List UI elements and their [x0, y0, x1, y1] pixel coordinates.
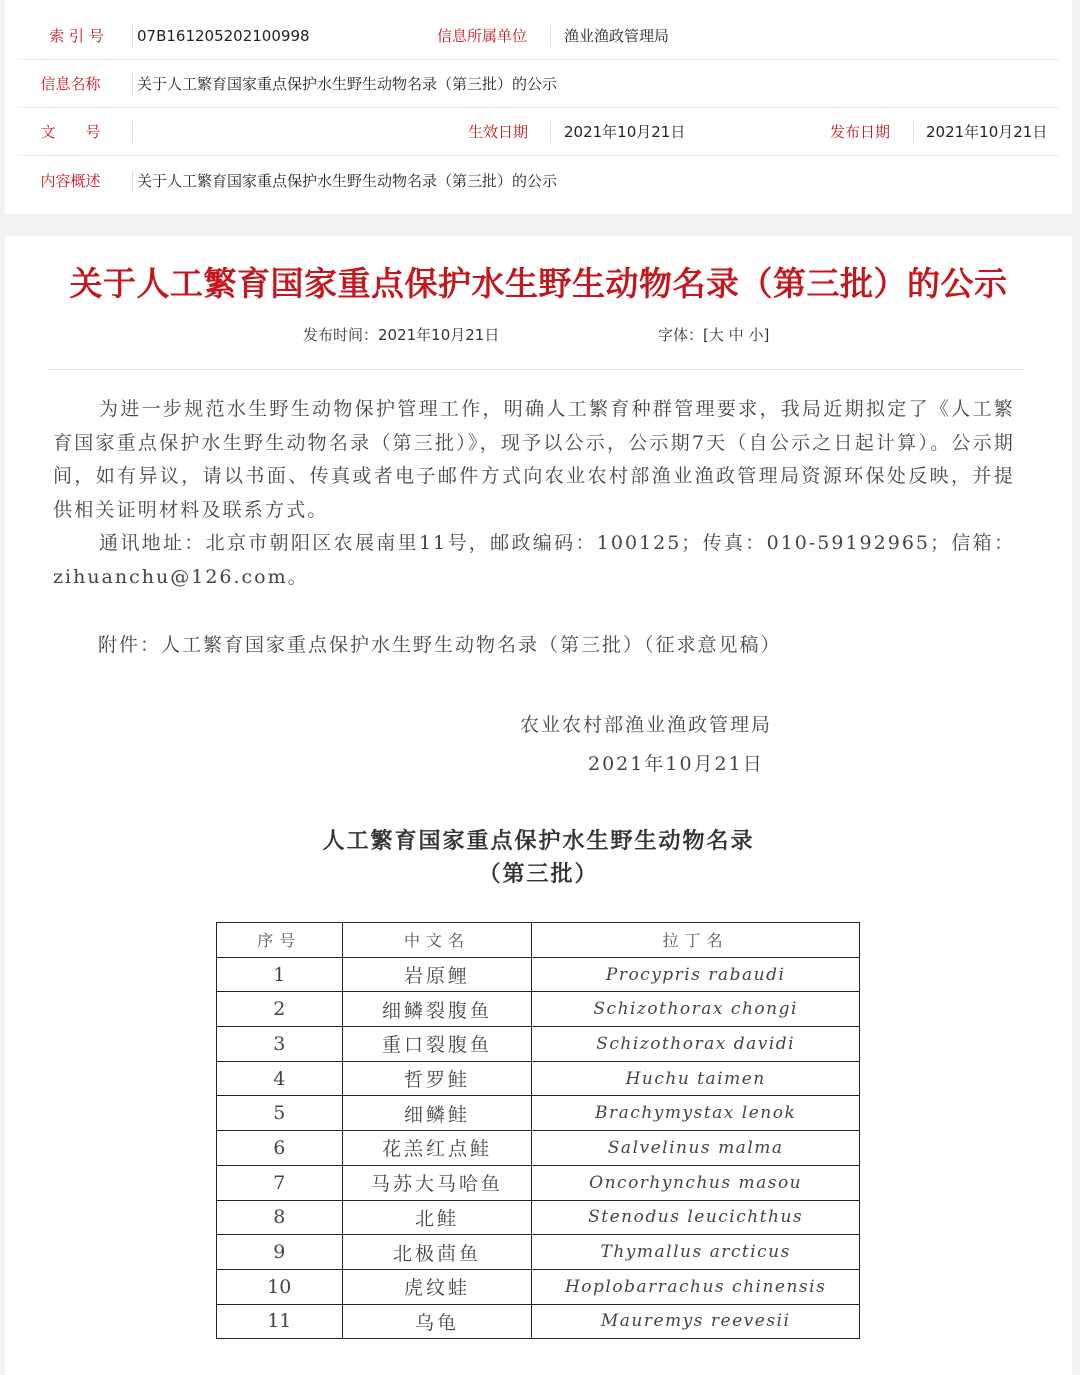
name-label: 信息名称: [40, 75, 101, 93]
name-value: 关于人工繁育国家重点保护水生野生动物名录（第三批）的公示: [137, 75, 558, 93]
row-chinese-name: 哲罗鲑: [342, 1061, 532, 1096]
row-index: 8: [217, 1200, 343, 1235]
publish-date-value: 2021年10月21日: [926, 123, 1048, 141]
publish-date-label: 发布日期: [829, 123, 890, 141]
row-index: 9: [217, 1235, 343, 1270]
list-title: 人工繁育国家重点保护水生野生动物名录: [322, 828, 755, 854]
row-chinese-name: 北鲑: [342, 1200, 532, 1235]
table-row: [217, 1269, 860, 1304]
summary-value: 关于人工繁育国家重点保护水生野生动物名录（第三批）的公示: [137, 172, 558, 190]
header-latin-name: 拉丁名: [532, 923, 860, 958]
row-chinese-name: 花羔红点鲑: [342, 1131, 532, 1166]
separator: [550, 122, 551, 142]
attachment-text: 附件：人工繁育国家重点保护水生野生动物名录（第三批）（征求意见稿）: [98, 634, 782, 656]
list-subtitle: （第三批）: [478, 861, 599, 887]
row-latin-name: Brachymystax lenok: [532, 1096, 860, 1131]
row-latin-name: Procypris rabaudi: [532, 957, 860, 992]
header-index: 序号: [217, 923, 343, 958]
row-index: 2: [217, 992, 343, 1027]
row-chinese-name: 重口裂腹鱼: [342, 1027, 532, 1062]
docno-label: 文 号: [40, 123, 101, 141]
table-row: [217, 1235, 860, 1270]
table-row: [217, 1027, 860, 1062]
dept-label: 信息所属单位: [436, 27, 527, 45]
font-large-button[interactable]: 大: [708, 326, 724, 344]
table-row: [217, 1165, 860, 1200]
row-chinese-name: 北极茴鱼: [342, 1235, 532, 1270]
row-chinese-name: 乌龟: [342, 1304, 532, 1339]
index-label: 索 引 号: [49, 27, 104, 45]
divider: [48, 369, 1024, 370]
font-size-bracket: ]: [763, 326, 770, 344]
dept-value: 渔业渔政管理局: [564, 27, 670, 45]
sign-date: 2021年10月21日: [588, 753, 764, 775]
font-medium-button[interactable]: 中: [728, 326, 744, 344]
table-row: [217, 1096, 860, 1131]
row-chinese-name: 虎纹蛙: [342, 1269, 532, 1304]
meta-row-name: [17, 60, 1060, 108]
index-value: 07B161205202100998: [137, 27, 310, 45]
meta-row-index: [17, 12, 1060, 60]
row-latin-name: Schizothorax chongi: [532, 992, 860, 1027]
row-latin-name: Hoplobarrachus chinensis: [532, 1269, 860, 1304]
row-latin-name: Schizothorax davidi: [532, 1027, 860, 1062]
article: [5, 236, 1072, 1375]
species-table: [216, 922, 860, 1339]
effective-date-label: 生效日期: [467, 123, 528, 141]
metadata-panel: [5, 0, 1072, 214]
separator: [913, 122, 914, 142]
row-latin-name: Oncorhynchus masou: [532, 1165, 860, 1200]
separator: [132, 26, 133, 46]
row-index: 4: [217, 1061, 343, 1096]
article-body: [53, 393, 1015, 594]
row-latin-name: Stenodus leucichthus: [532, 1200, 860, 1235]
paragraph-intro: 为进一步规范水生野生动物保护管理工作，明确人工繁育种群管理要求，我局近期拟定了《人工繁育国家重点保护水生野生动物名录（第三批）》，现予以公示，公示期7天（自公示之日起计算）。公示期间，如有异议，请以书面、传真或者电子邮件方式向农业农村部渔业渔政管理局资源环保处反映，并提供相关证明材料及联系方式。: [53, 398, 1015, 521]
row-chinese-name: 岩原鲤: [342, 957, 532, 992]
row-index: 3: [217, 1027, 343, 1062]
row-index: 11: [217, 1304, 343, 1339]
table-row: [217, 1200, 860, 1235]
table-row: [217, 1131, 860, 1166]
row-latin-name: Thymallus arcticus: [532, 1235, 860, 1270]
row-index: 10: [217, 1269, 343, 1304]
row-index: 5: [217, 1096, 343, 1131]
row-chinese-name: 细鳞鲑: [342, 1096, 532, 1131]
font-small-button[interactable]: 小: [748, 326, 764, 344]
summary-label: 内容概述: [40, 172, 101, 190]
row-latin-name: Huchu taimen: [532, 1061, 860, 1096]
separator: [132, 74, 133, 94]
table-row: [217, 1061, 860, 1096]
row-chinese-name: 细鳞裂腹鱼: [342, 992, 532, 1027]
paragraph-contact: 通讯地址：北京市朝阳区农展南里11号，邮政编码：100125；传真：010-59192965；信箱：zihuanchu@126.com。: [53, 532, 1015, 588]
font-size-label: 字体：[: [658, 326, 709, 344]
table-row: [217, 1304, 860, 1339]
effective-date-value: 2021年10月21日: [564, 123, 686, 141]
meta-row-dates: [17, 108, 1060, 156]
row-index: 7: [217, 1165, 343, 1200]
separator: [132, 122, 133, 142]
meta-row-summary: [17, 157, 1060, 205]
header-chinese-name: 中文名: [342, 923, 532, 958]
table-header-row: [217, 923, 860, 958]
row-chinese-name: 马苏大马哈鱼: [342, 1165, 532, 1200]
separator: [132, 171, 133, 191]
article-title: 关于人工繁育国家重点保护水生野生动物名录（第三批）的公示: [69, 264, 1008, 303]
font-size-switcher: [658, 324, 769, 345]
row-index: 1: [217, 957, 343, 992]
publish-time: 发布时间：2021年10月21日: [303, 326, 500, 344]
row-latin-name: Salvelinus malma: [532, 1131, 860, 1166]
row-index: 6: [217, 1131, 343, 1166]
row-latin-name: Mauremys reevesii: [532, 1304, 860, 1339]
table-row: [217, 957, 860, 992]
separator: [550, 26, 551, 46]
signer: 农业农村部渔业渔政管理局: [520, 714, 773, 736]
table-row: [217, 992, 860, 1027]
